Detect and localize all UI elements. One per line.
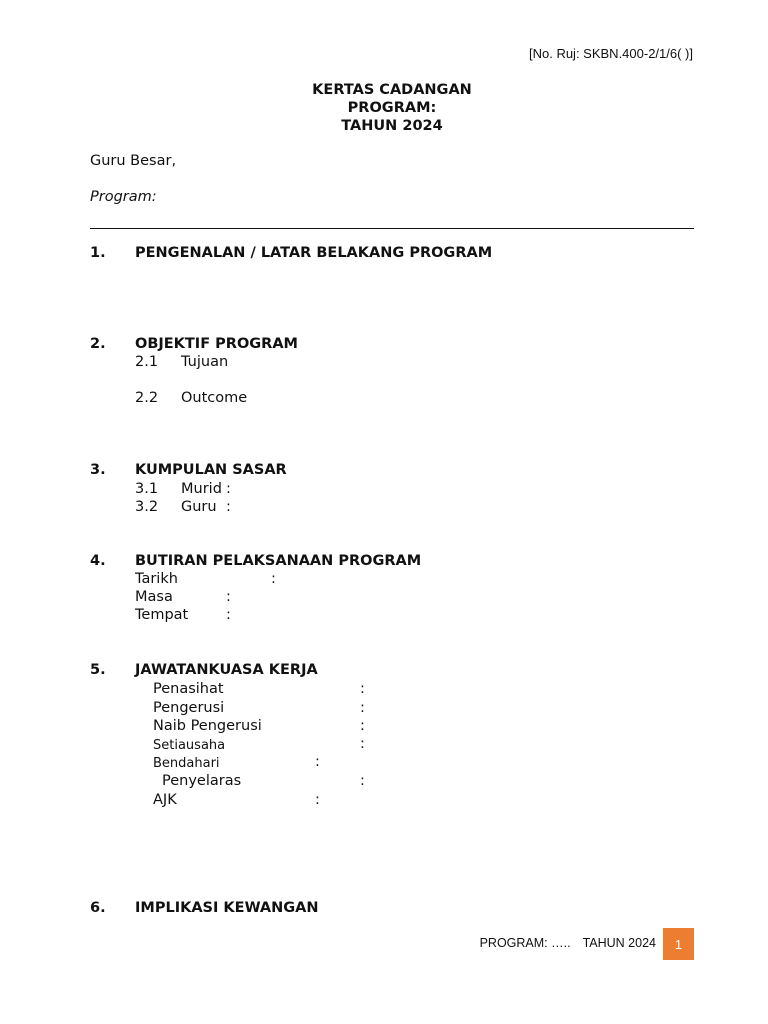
footer-program: PROGRAM: ….. (479, 936, 571, 950)
item-2-2-number: 2.2 (135, 390, 159, 406)
masa-colon: : (226, 589, 231, 605)
section-5-title: JAWATANKUASA KERJA (135, 662, 318, 678)
item-3-2-number: 3.2 (135, 499, 159, 515)
section-3-title: KUMPULAN SASAR (135, 462, 287, 478)
section-3-number: 3. (90, 462, 106, 478)
section-5-number: 5. (90, 662, 106, 678)
ajk-label: AJK (153, 792, 177, 808)
section-1-number: 1. (90, 245, 106, 261)
bendahari-label: Bendahari (153, 756, 220, 771)
penasihat-label: Penasihat (153, 681, 224, 697)
penyelaras-colon: : (360, 773, 365, 789)
tarikh-colon: : (271, 571, 276, 587)
section-2-number: 2. (90, 336, 106, 352)
section-2-title: OBJEKTIF PROGRAM (135, 336, 298, 352)
item-2-1-label: Tujuan (181, 354, 229, 370)
document-title (0, 81, 768, 135)
footer-text (480, 936, 656, 950)
footer-year: TAHUN 2024 (582, 936, 656, 950)
bendahari-colon: : (315, 754, 320, 770)
item-2-2-label: Outcome (181, 390, 248, 406)
item-3-1-label: Murid (181, 481, 222, 497)
page-number: 1 (674, 936, 683, 952)
section-1-title: PENGENALAN / LATAR BELAKANG PROGRAM (135, 245, 493, 261)
setiausaha-label: Setiausaha (153, 738, 226, 753)
section-4-title: BUTIRAN PELAKSANAAN PROGRAM (135, 553, 422, 569)
title-line-3: TAHUN 2024 (341, 118, 443, 134)
title-line-2: PROGRAM: (347, 100, 437, 116)
penyelaras-label: Penyelaras (162, 773, 242, 789)
item-2-1-number: 2.1 (135, 354, 159, 370)
tempat-label: Tempat (135, 607, 189, 623)
item-3-2-label: Guru (181, 499, 217, 515)
title-line-1: KERTAS CADANGAN (312, 82, 472, 98)
section-4-number: 4. (90, 553, 106, 569)
setiausaha-colon: : (360, 736, 365, 752)
tempat-colon: : (226, 607, 231, 623)
reference-number: [No. Ruj: SKBN.400-2/1/6( )] (528, 46, 693, 61)
section-6-title: IMPLIKASI KEWANGAN (135, 900, 319, 916)
divider-line (90, 228, 694, 229)
salutation: Guru Besar, (90, 153, 177, 169)
ajk-colon: : (315, 792, 320, 808)
penasihat-colon: : (360, 681, 365, 697)
naib-pengerusi-colon: : (360, 718, 365, 734)
pengerusi-colon: : (360, 700, 365, 716)
naib-pengerusi-label: Naib Pengerusi (153, 718, 262, 734)
masa-label: Masa (135, 589, 173, 605)
item-3-1-number: 3.1 (135, 481, 159, 497)
pengerusi-label: Pengerusi (153, 700, 225, 716)
program-label: Program: (90, 189, 157, 205)
section-6-number: 6. (90, 900, 106, 916)
tarikh-label: Tarikh (135, 571, 178, 587)
item-3-2-colon: : (226, 499, 231, 515)
item-3-1-colon: : (226, 481, 231, 497)
page-number-badge (663, 928, 694, 960)
